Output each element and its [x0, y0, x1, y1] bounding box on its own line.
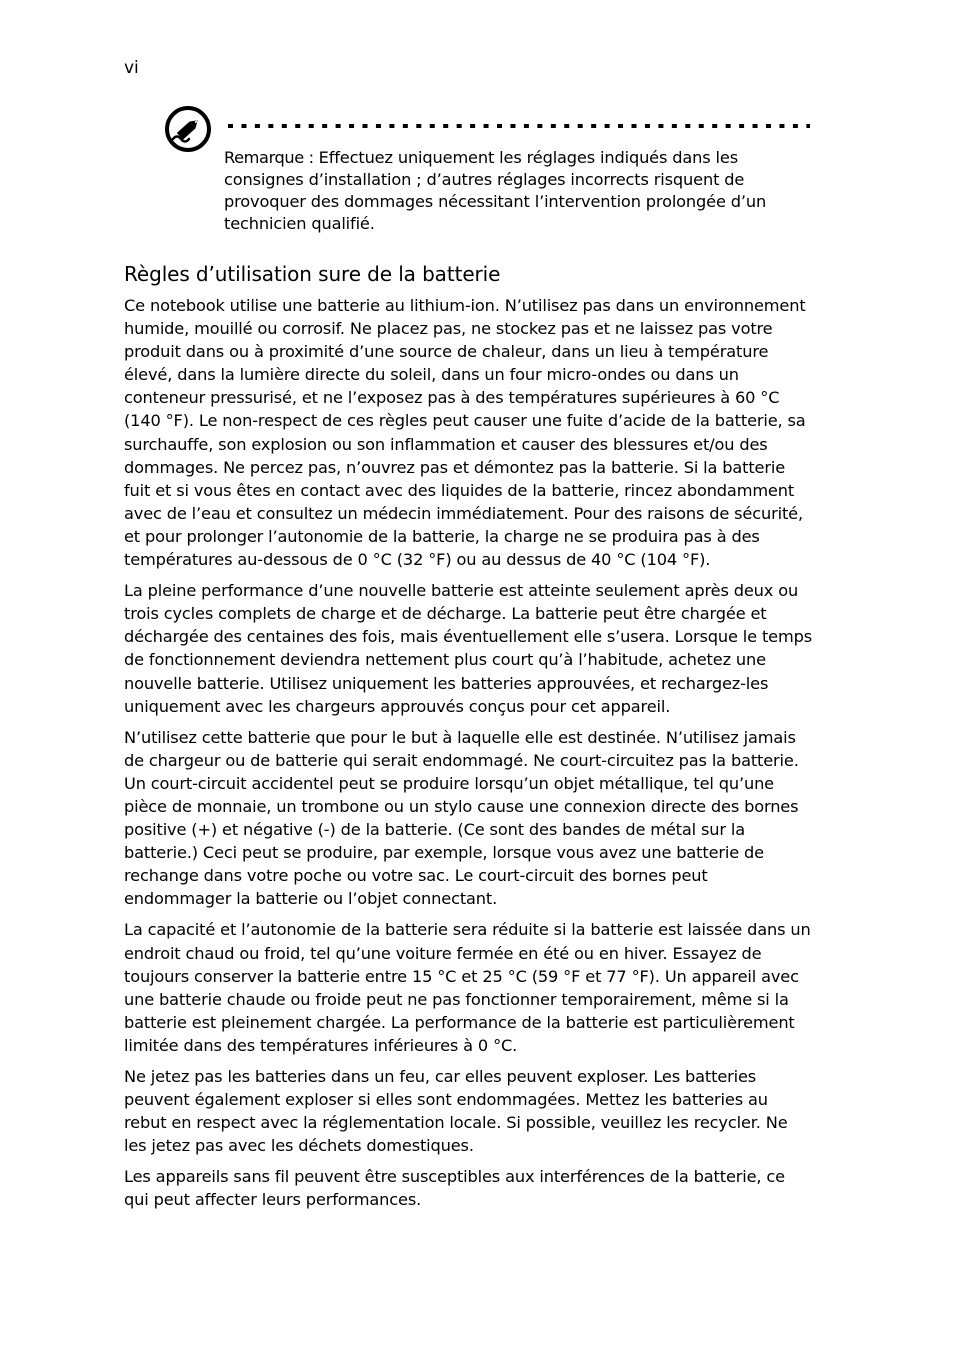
note-separator [226, 122, 810, 130]
paragraph: La capacité et l’autonomie de la batterie sera réduite si la batterie est laissée dans un endroit chaud ou froid, tel qu’une voiture fermée en été ou en hiver. Essayez de toujours conserver la batterie entre 15 °C et 25 °C (59 °F et 77 °F). Un appareil avec une batterie chaude ou froide peut ne pas fonctionner temporairement, même si la batterie est pleinement chargée. La performance de la batterie est particulièrement limitée dans des températures inférieures à 0 °C. [124, 920, 811, 1055]
paragraph: Ce notebook utilise une batterie au lithium-ion. N’utilisez pas dans un environnement humide, mouillé ou corrosif. Ne placez pas, ne stockez pas et ne laissez pas votre produit dans ou à proximité d’une source de chaleur, dans un lieu à température élevé, dans la lumière directe du soleil, dans un four micro-ondes ou dans un conteneur pressurisé, et ne l’exposez pas à des températures supérieures à 60 °C (140 °F). Le non-respect de ces règles peut causer une fuite d’acide de la batterie, sa surchauffe, son explosion ou son inflammation et causer des blessures et/ou des dommages. Ne percez pas, n’ouvrez pas et démontez pas la batterie. Si la batterie fuit et si vous êtes en contact avec des liquides de la batterie, rincez abondamment avec de l’eau et consultez un médecin immédiatement. Pour des raisons de sécurité, et pour prolonger l’autonomie de la batterie, la charge ne se produira pas à des températures au-dessous de 0 °C (32 °F) ou au dessus de 40 °C (104 °F). [124, 296, 806, 570]
paragraph: N’utilisez cette batterie que pour le but à laquelle elle est destinée. N’utilisez jamais de chargeur ou de batterie qui serait endommagé. Ne court-circuitez pas la batterie. Un court-circuit accidentel peut se produire lorsqu’un objet métallique, tel qu’une pièce de monnaie, un trombone ou un stylo cause une connexion directe des bornes positive (+) et négative (-) de la batterie. (Ce sont des bandes de métal sur la batterie.) Ceci peut se produire, par exemple, lorsque vous avez une batterie de rechange dans votre poche ou votre sac. Le court-circuit des bornes peut endommager la batterie ou l’objet connectant. [124, 727, 799, 909]
note-label: Remarque : [224, 148, 314, 167]
paragraph: Ne jetez pas les batteries dans un feu, car elles peuvent exploser. Les batteries peuvent également exploser si elles sont endommagées. Mettez les batteries au rebut en respect avec la réglementation locale. Si possible, veuillez les recycler. Ne les jetez pas avec les déchets domestiques. [124, 1067, 788, 1156]
paragraph: La pleine performance d’une nouvelle batterie est atteinte seulement après deux ou trois cycles complets de charge et de décharge. La batterie peut être chargée et déchargée des centaines des fois, mais éventuellement elle s’usera. Lorsque le temps de fonctionnement deviendra nettement plus court qu’à l’habitude, achetez une nouvelle batterie. Utilisez uniquement les batteries approuvées, et rechargez-les uniquement avec les chargeurs approuvés conçus pour cet appareil. [124, 581, 812, 716]
page-number: vi [124, 58, 139, 78]
note-block [224, 147, 814, 235]
section-heading: Règles d’utilisation sure de la batterie [124, 262, 501, 286]
note-body: Effectuez uniquement les réglages indiqués dans les consignes d’installation ; d’autres réglages incorrects risquent de provoquer des dommages nécessitant l’intervention prolongée d’un technicien qualifié. [224, 148, 767, 233]
paragraph: Les appareils sans fil peuvent être susceptibles aux interférences de la batterie, ce qui peut affecter leurs performances. [124, 1167, 785, 1210]
note-pen-icon [164, 105, 212, 153]
section-body [124, 294, 814, 1220]
